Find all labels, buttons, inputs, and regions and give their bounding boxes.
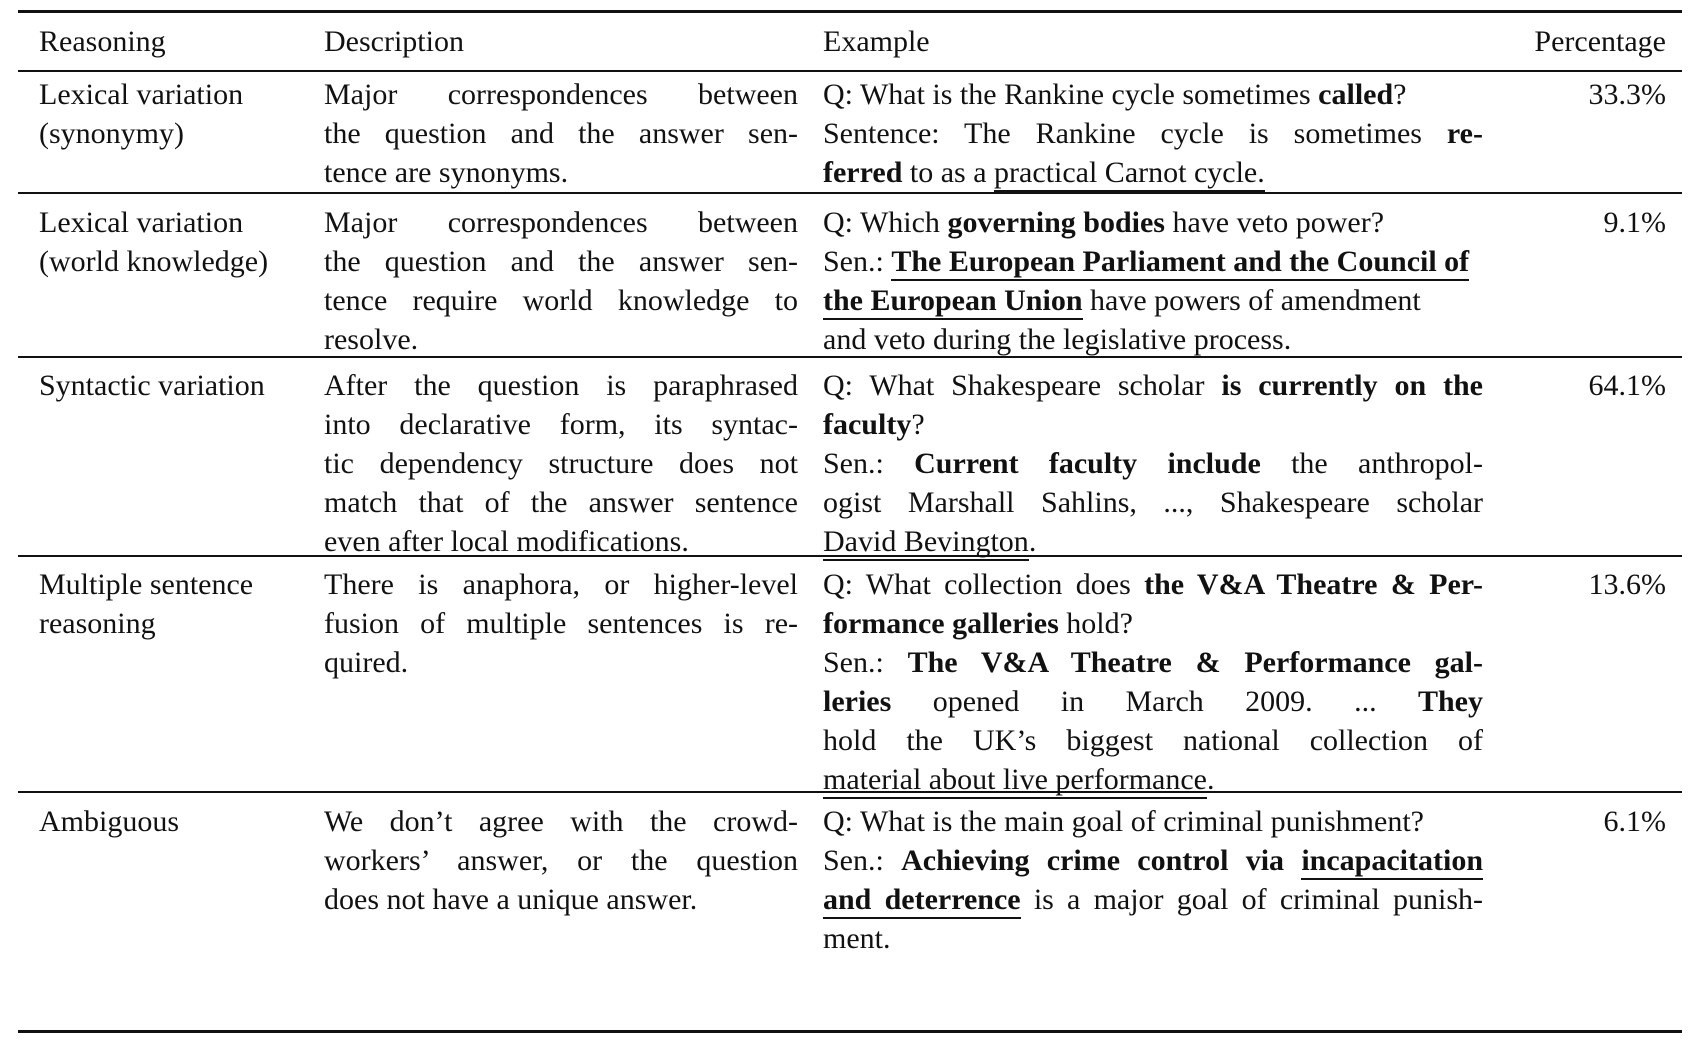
- example-sentence-line: Sen.: Current faculty include the anthropol-: [823, 447, 1483, 480]
- answer-span: and deterrence: [823, 883, 1021, 919]
- reasoning-cell: [39, 565, 309, 643]
- header-reasoning: Reasoning: [39, 25, 166, 58]
- example-sentence-line: Sen.: The European Parliament and the Council of: [823, 242, 1483, 281]
- percentage-value: 6.1%: [1603, 805, 1666, 838]
- reasoning-cell: [39, 203, 309, 281]
- row-rule: [18, 356, 1682, 358]
- reasoning-sublabel: reasoning: [39, 607, 156, 640]
- reasoning-label: Syntactic variation: [39, 369, 265, 402]
- percentage-value: 13.6%: [1588, 568, 1666, 601]
- description-line: workers’ answer, or the question: [324, 844, 798, 877]
- answer-span: incapacitation: [1301, 844, 1483, 880]
- example-question-cont: formance galleries hold?: [823, 607, 1133, 640]
- example-sentence-line: Sen.: The V&A Theatre & Performance gal-: [823, 646, 1483, 679]
- reasoning-sublabel: (synonymy): [39, 117, 184, 150]
- reasoning-cell: [39, 802, 309, 841]
- description-line: There is anaphora, or higher-level: [324, 568, 798, 601]
- description-line: the question and the answer sen-: [324, 117, 798, 150]
- example-sentence-line: material about live performance.: [823, 760, 1483, 799]
- reasoning-label: Multiple sentence: [39, 568, 254, 601]
- row-rule: [18, 192, 1682, 194]
- example-cell: [823, 75, 1483, 192]
- example-sentence-line: ogist Marshall Sahlins, ..., Shakespeare scholar: [823, 486, 1483, 519]
- description-cell: [324, 203, 798, 359]
- description-line: Major correspondences between: [324, 206, 798, 239]
- example-cell: [823, 802, 1483, 958]
- example-cell: [823, 366, 1483, 561]
- description-line: into declarative form, its syntac-: [324, 408, 798, 441]
- answer-span: material about live performance: [823, 763, 1207, 799]
- example-cell: [823, 565, 1483, 799]
- row-rule: [18, 791, 1682, 793]
- example-sentence-line: ferred to as a practical Carnot cycle.: [823, 153, 1483, 192]
- description-cell: [324, 366, 798, 561]
- bottom-rule: [18, 1030, 1682, 1033]
- description-cell: [324, 565, 798, 682]
- reasoning-label: Lexical variation: [39, 206, 244, 239]
- example-sentence-line: the European Union have powers of amendment: [823, 281, 1483, 320]
- description-line: fusion of multiple sentences is re-: [324, 607, 798, 640]
- answer-span: practical Carnot cycle.: [994, 156, 1265, 192]
- example-sentence-line: and deterrence is a major goal of criminal punish-: [823, 880, 1483, 919]
- description-cell: [324, 802, 798, 919]
- description-line: quired.: [324, 646, 409, 679]
- example-sentence-line: hold the UK’s biggest national collection of: [823, 724, 1483, 757]
- example-sentence-line: Sentence: The Rankine cycle is sometimes re-: [823, 117, 1483, 150]
- answer-span: the European Union: [823, 284, 1083, 320]
- example-question-cont: faculty?: [823, 408, 925, 441]
- description-line: tic dependency structure does not: [324, 447, 798, 480]
- example-question: Q: What collection does the V&A Theatre & Per-: [823, 568, 1483, 601]
- example-sentence-line: Sen.: Achieving crime control via incapacitation: [823, 841, 1483, 880]
- reasoning-cell: [39, 75, 309, 153]
- example-cell: [823, 203, 1483, 359]
- description-line: Major correspondences between: [324, 78, 798, 111]
- description-line: We don’t agree with the crowd-: [324, 805, 798, 838]
- description-line: even after local modifications.: [324, 525, 689, 558]
- header-rule: [18, 70, 1682, 72]
- example-question: Q: What is the Rankine cycle sometimes called?: [823, 78, 1407, 111]
- answer-span: David Bevington: [823, 525, 1029, 561]
- description-line: does not have a unique answer.: [324, 883, 698, 916]
- description-line: resolve.: [324, 323, 419, 356]
- example-question: Q: Which governing bodies have veto power?: [823, 206, 1385, 239]
- description-line: match that of the answer sentence: [324, 486, 798, 519]
- example-sentence-line: ment.: [823, 922, 891, 955]
- description-cell: [324, 75, 798, 192]
- percentage-value: 9.1%: [1603, 206, 1666, 239]
- answer-span: The European Parliament and the Council of: [891, 245, 1469, 281]
- reasoning-sublabel: (world knowledge): [39, 245, 269, 278]
- top-rule: [18, 10, 1682, 13]
- example-question: Q: What is the main goal of criminal punishment?: [823, 805, 1424, 838]
- example-sentence-line: leries opened in March 2009. ... They: [823, 685, 1483, 718]
- reasoning-cell: [39, 366, 309, 405]
- description-line: tence are synonyms.: [324, 156, 569, 189]
- header-percentage: Percentage: [1534, 25, 1666, 58]
- header-example: Example: [823, 25, 930, 58]
- row-rule: [18, 555, 1682, 557]
- header-description: Description: [324, 25, 464, 58]
- reasoning-label: Ambiguous: [39, 805, 180, 838]
- percentage-value: 64.1%: [1588, 369, 1666, 402]
- description-line: the question and the answer sen-: [324, 245, 798, 278]
- description-line: tence require world knowledge to: [324, 284, 798, 317]
- reasoning-label: Lexical variation: [39, 78, 244, 111]
- example-sentence-line: and veto during the legislative process.: [823, 323, 1292, 356]
- description-line: After the question is paraphrased: [324, 369, 798, 402]
- example-sentence-line: David Bevington.: [823, 522, 1483, 561]
- example-question: Q: What Shakespeare scholar is currently on the: [823, 369, 1483, 402]
- percentage-value: 33.3%: [1588, 78, 1666, 111]
